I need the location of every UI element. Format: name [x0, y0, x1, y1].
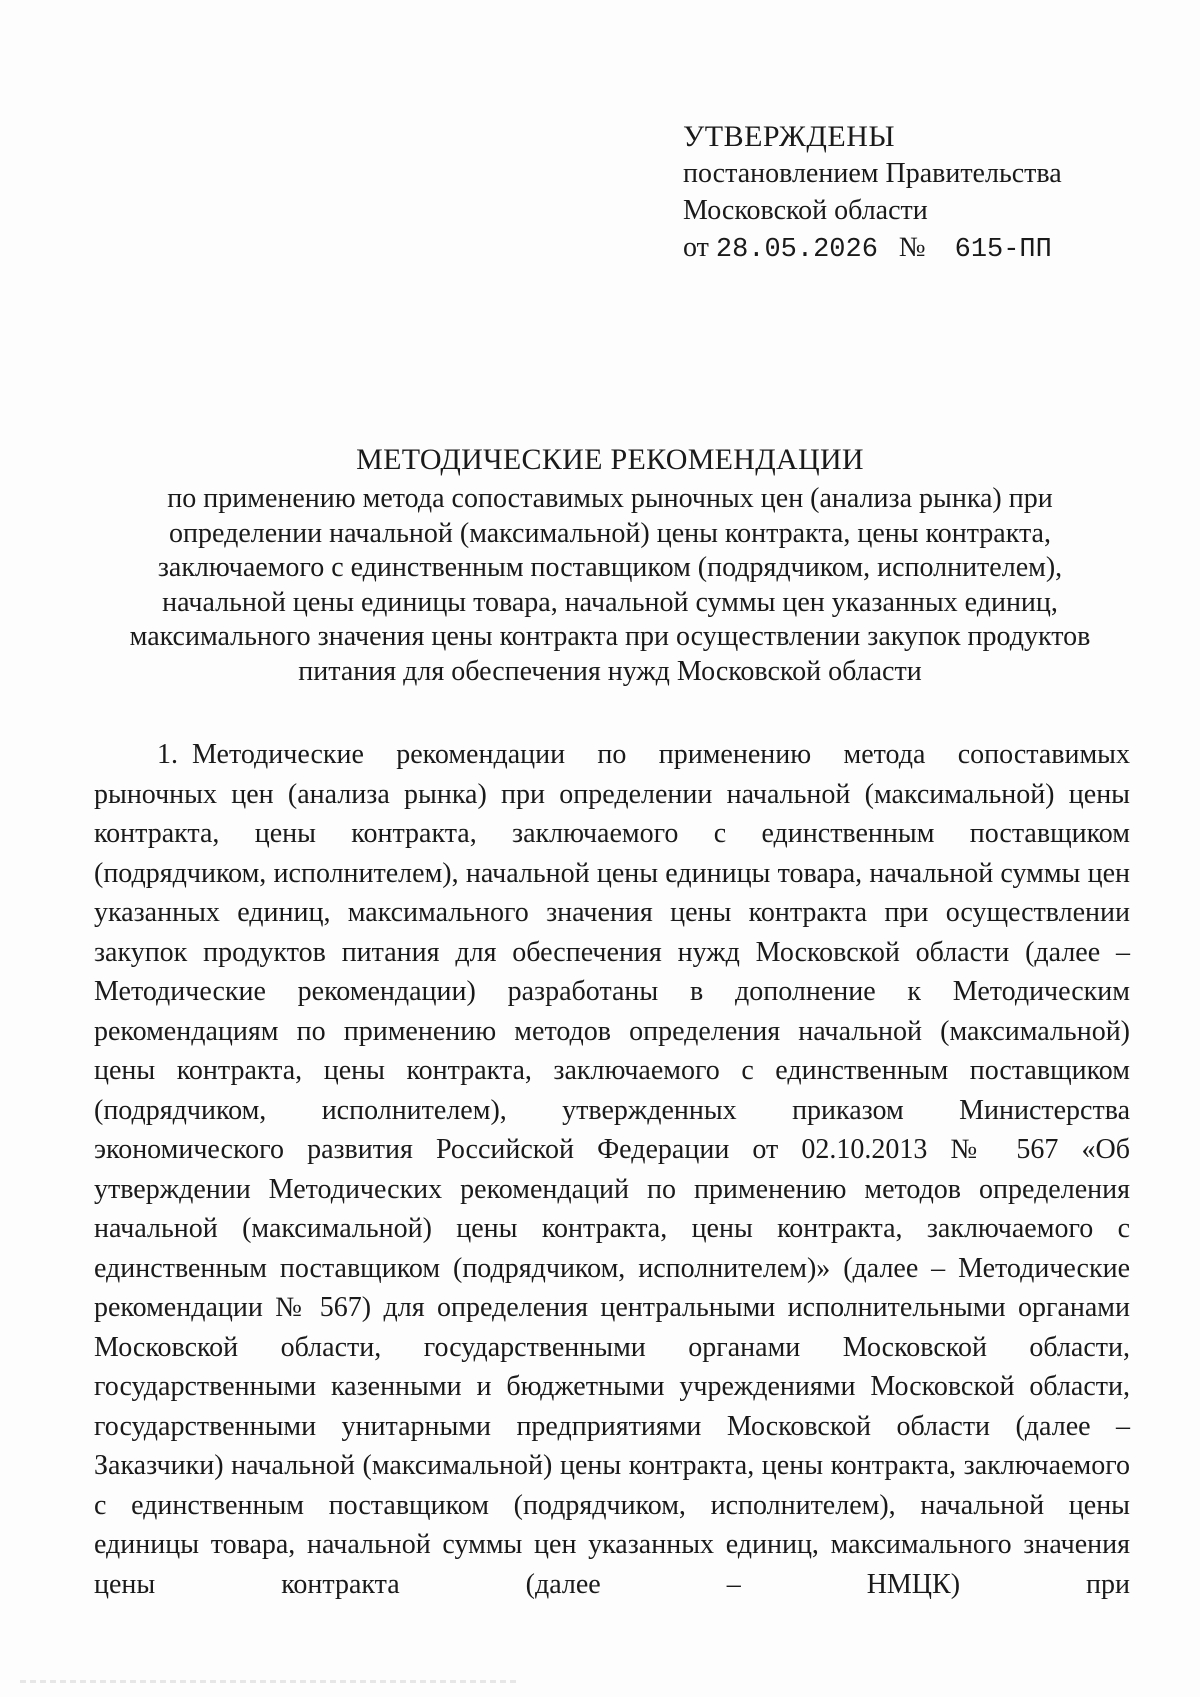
document-heading: МЕТОДИЧЕСКИЕ РЕКОМЕНДАЦИИ — [356, 443, 864, 476]
scan-artifact — [20, 1680, 520, 1683]
approval-line-1: постановлением Правительства — [683, 158, 1062, 189]
approval-date: 28.05.2026 — [715, 235, 878, 265]
approval-block — [683, 118, 1143, 269]
approval-date-prefix: от — [683, 232, 709, 263]
paragraph-number: 1. — [157, 739, 178, 770]
approval-number-sign: № — [898, 232, 926, 263]
paragraph-text: Методические рекомендации по применению метода сопоставимых рыночных цен (анализа рынка) при определении начальной (максимальной) цены контракта, цены контракта, заключаемого с единственным поставщиком (подрядчиком, исполнителем), начальной цены единицы товара, начальной суммы цен указанных единиц, максимального значения цены контракта при осуществлении закупок продуктов питания для обеспечения нужд Московской области (далее – Методические рекомендации) разработаны в дополнение к Методическим рекомендациям по применению методов определения начальной (максимальной) цены контракта, цены контракта, заключаемого с единственным поставщиком (подрядчиком, исполнителем), утвержденных приказом Министерства экономического развития Российской Федерации от 02.10.2013 № 567 «Об утверждении Методических рекомендаций по применению методов определения начальной (максимальной) цены контракта, цены контракта, заключаемого с единственным поставщиком (подрядчиком, исполнителем)» (далее – Методические рекомендации № 567) для определения центральными исполнительными органами Московской области, государственными органами Московской области, государственными казенными и бюджетными учреждениями Московской области, государственными унитарными предприятиями Московской области (далее – Заказчики) начальной (максимальной) цены контракта, цены контракта, заключаемого с единственным поставщиком (подрядчиком, исполнителем), начальной цены единицы товара, начальной суммы цен указанных единиц, максимального значения цены контракта (далее – НМЦК) при — [94, 739, 1130, 1600]
document-subheading: по применению метода сопоставимых рыночных цен (анализа рынка) при определении начальной (максимальной) цены контракта, цены контракта, заключаемого с единственным поставщиком (подрядчиком, исполнителем), начальной цены единицы товара, начальной суммы цен указанных единиц, максимального значения цены контракта при осуществлении закупок продуктов питания для обеспечения нужд Московской области — [129, 483, 1091, 687]
approval-title: УТВЕРЖДЕНЫ — [683, 120, 896, 153]
approval-number: 615-ПП — [954, 235, 1052, 265]
approval-line-2: Московской области — [683, 195, 928, 226]
body-paragraph — [94, 735, 1130, 1604]
approval-number-line — [683, 229, 1143, 269]
document-title-block — [110, 440, 1110, 689]
